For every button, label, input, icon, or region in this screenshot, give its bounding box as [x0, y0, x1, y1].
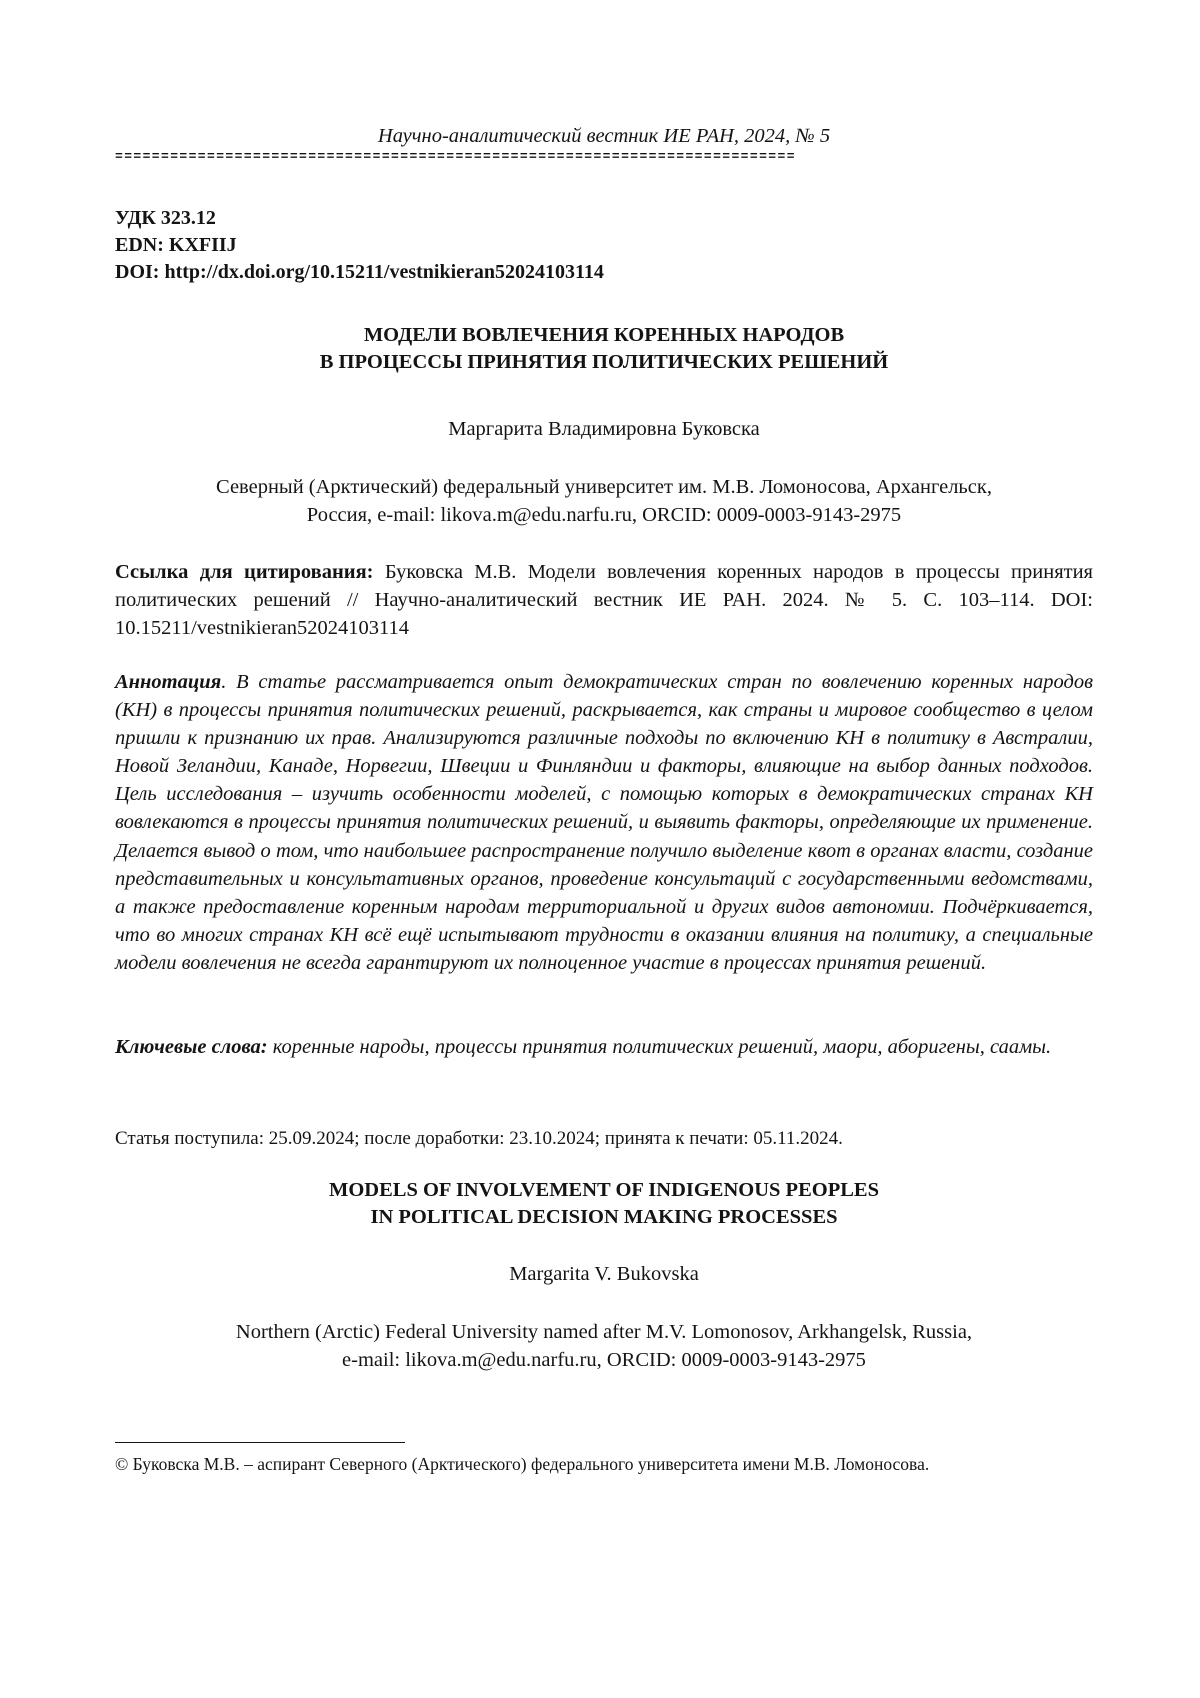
affiliation-en-line-2: e-mail: likova.m@edu.narfu.ru, ORCID: 0009-0003-9143-2975 — [342, 1349, 866, 1371]
title-en-line-2: IN POLITICAL DECISION MAKING PROCESSES — [370, 1206, 838, 1228]
article-dates: Статья поступила: 25.09.2024; после доработки: 23.10.2024; принята к печати: 05.11.2024. — [115, 1128, 843, 1149]
running-header: Научно-аналитический вестник ИЕ РАН, 2024, № 5 — [377, 125, 831, 147]
affiliation-ru — [115, 473, 1093, 529]
udc-code: УДК 323.12 — [115, 207, 216, 229]
doi-link[interactable]: DOI: http://dx.doi.org/10.15211/vestnikieran52024103114 — [115, 261, 604, 283]
affiliation-ru-line-1: Северный (Арктический) федеральный университет им. М.В. Ломоносова, Архангельск, — [216, 476, 992, 498]
affiliation-en — [115, 1318, 1093, 1374]
abstract-block — [115, 668, 1093, 977]
header-rule: ========================================================================== — [115, 150, 796, 164]
affiliation-ru-line-2: Россия, e-mail: likova.m@edu.narfu.ru, ORCID: 0009-0003-9143-2975 — [306, 504, 902, 526]
title-en — [115, 1177, 1093, 1231]
author-ru: Маргарита Владимировна Буковска — [448, 418, 760, 440]
title-en-line-1: MODELS OF INVOLVEMENT OF INDIGENOUS PEOPLES — [329, 1179, 879, 1201]
title-ru — [115, 322, 1093, 376]
abstract-label: Аннотация — [115, 671, 222, 693]
keywords-label: Ключевые слова: — [115, 1036, 268, 1058]
article-page — [115, 0, 1093, 1698]
citation-block — [115, 558, 1093, 642]
title-ru-line-2: В ПРОЦЕССЫ ПРИНЯТИЯ ПОЛИТИЧЕСКИХ РЕШЕНИЙ — [319, 351, 889, 373]
footnote: © Буковска М.В. – аспирант Северного (Арктического) федерального университета имени М.В. Ломоносова. — [115, 1454, 930, 1474]
author-en: Margarita V. Bukovska — [509, 1263, 699, 1285]
article-metadata — [115, 205, 604, 286]
citation-label: Ссылка для цитирования: — [115, 561, 374, 583]
citation-text: Буковска М.В. Модели вовлечения коренных народов в процессы принятия политических решений // Научно-аналитический вестник ИЕ РАН. 2024. № 5. С. 103–114. DOI: 10.15211/vestnikieran52024103114 — [115, 561, 1093, 639]
keywords-block — [115, 1033, 1093, 1061]
keywords-text: коренные народы, процессы принятия политических решений, маори, аборигены, саамы. — [272, 1036, 1052, 1058]
title-ru-line-1: МОДЕЛИ ВОВЛЕЧЕНИЯ КОРЕННЫХ НАРОДОВ — [363, 324, 845, 346]
footnote-divider — [115, 1442, 405, 1443]
edn-code: EDN: KXFIIJ — [115, 234, 237, 256]
abstract-text: . В статье рассматривается опыт демократических стран по вовлечению коренных народов (КН) в процессы принятия политических решений, раскрывается, как страны и мировое сообщество в целом пришли к признанию их прав. Анализируются различные подходы по включению КН в политику в Австралии, Новой Зеландии, Канаде, Норвегии, Швеции и Финляндии и факторы, влияющие на выбор данных подходов. Цель исследования – изучить особенности моделей, с помощью которых в демократических странах КН вовлекаются в процессы принятия политических решений, и выявить факторы, определяющие их применение. Делается вывод о том, что наибольшее распространение получило выделение квот в органах власти, создание представительных и консультативных органов, проведение консультаций с государственными ведомствами, а также предоставление коренным народам территориальной и других видов автономии. Подчёркивается, что во многих странах КН всё ещё испытывают трудности в оказании влияния на политику, а специальные модели вовлечения не всегда гарантируют их полноценное участие в процессах принятия решений. — [115, 671, 1093, 974]
affiliation-en-line-1: Northern (Arctic) Federal University named after M.V. Lomonosov, Arkhangelsk, Russia, — [235, 1321, 973, 1343]
